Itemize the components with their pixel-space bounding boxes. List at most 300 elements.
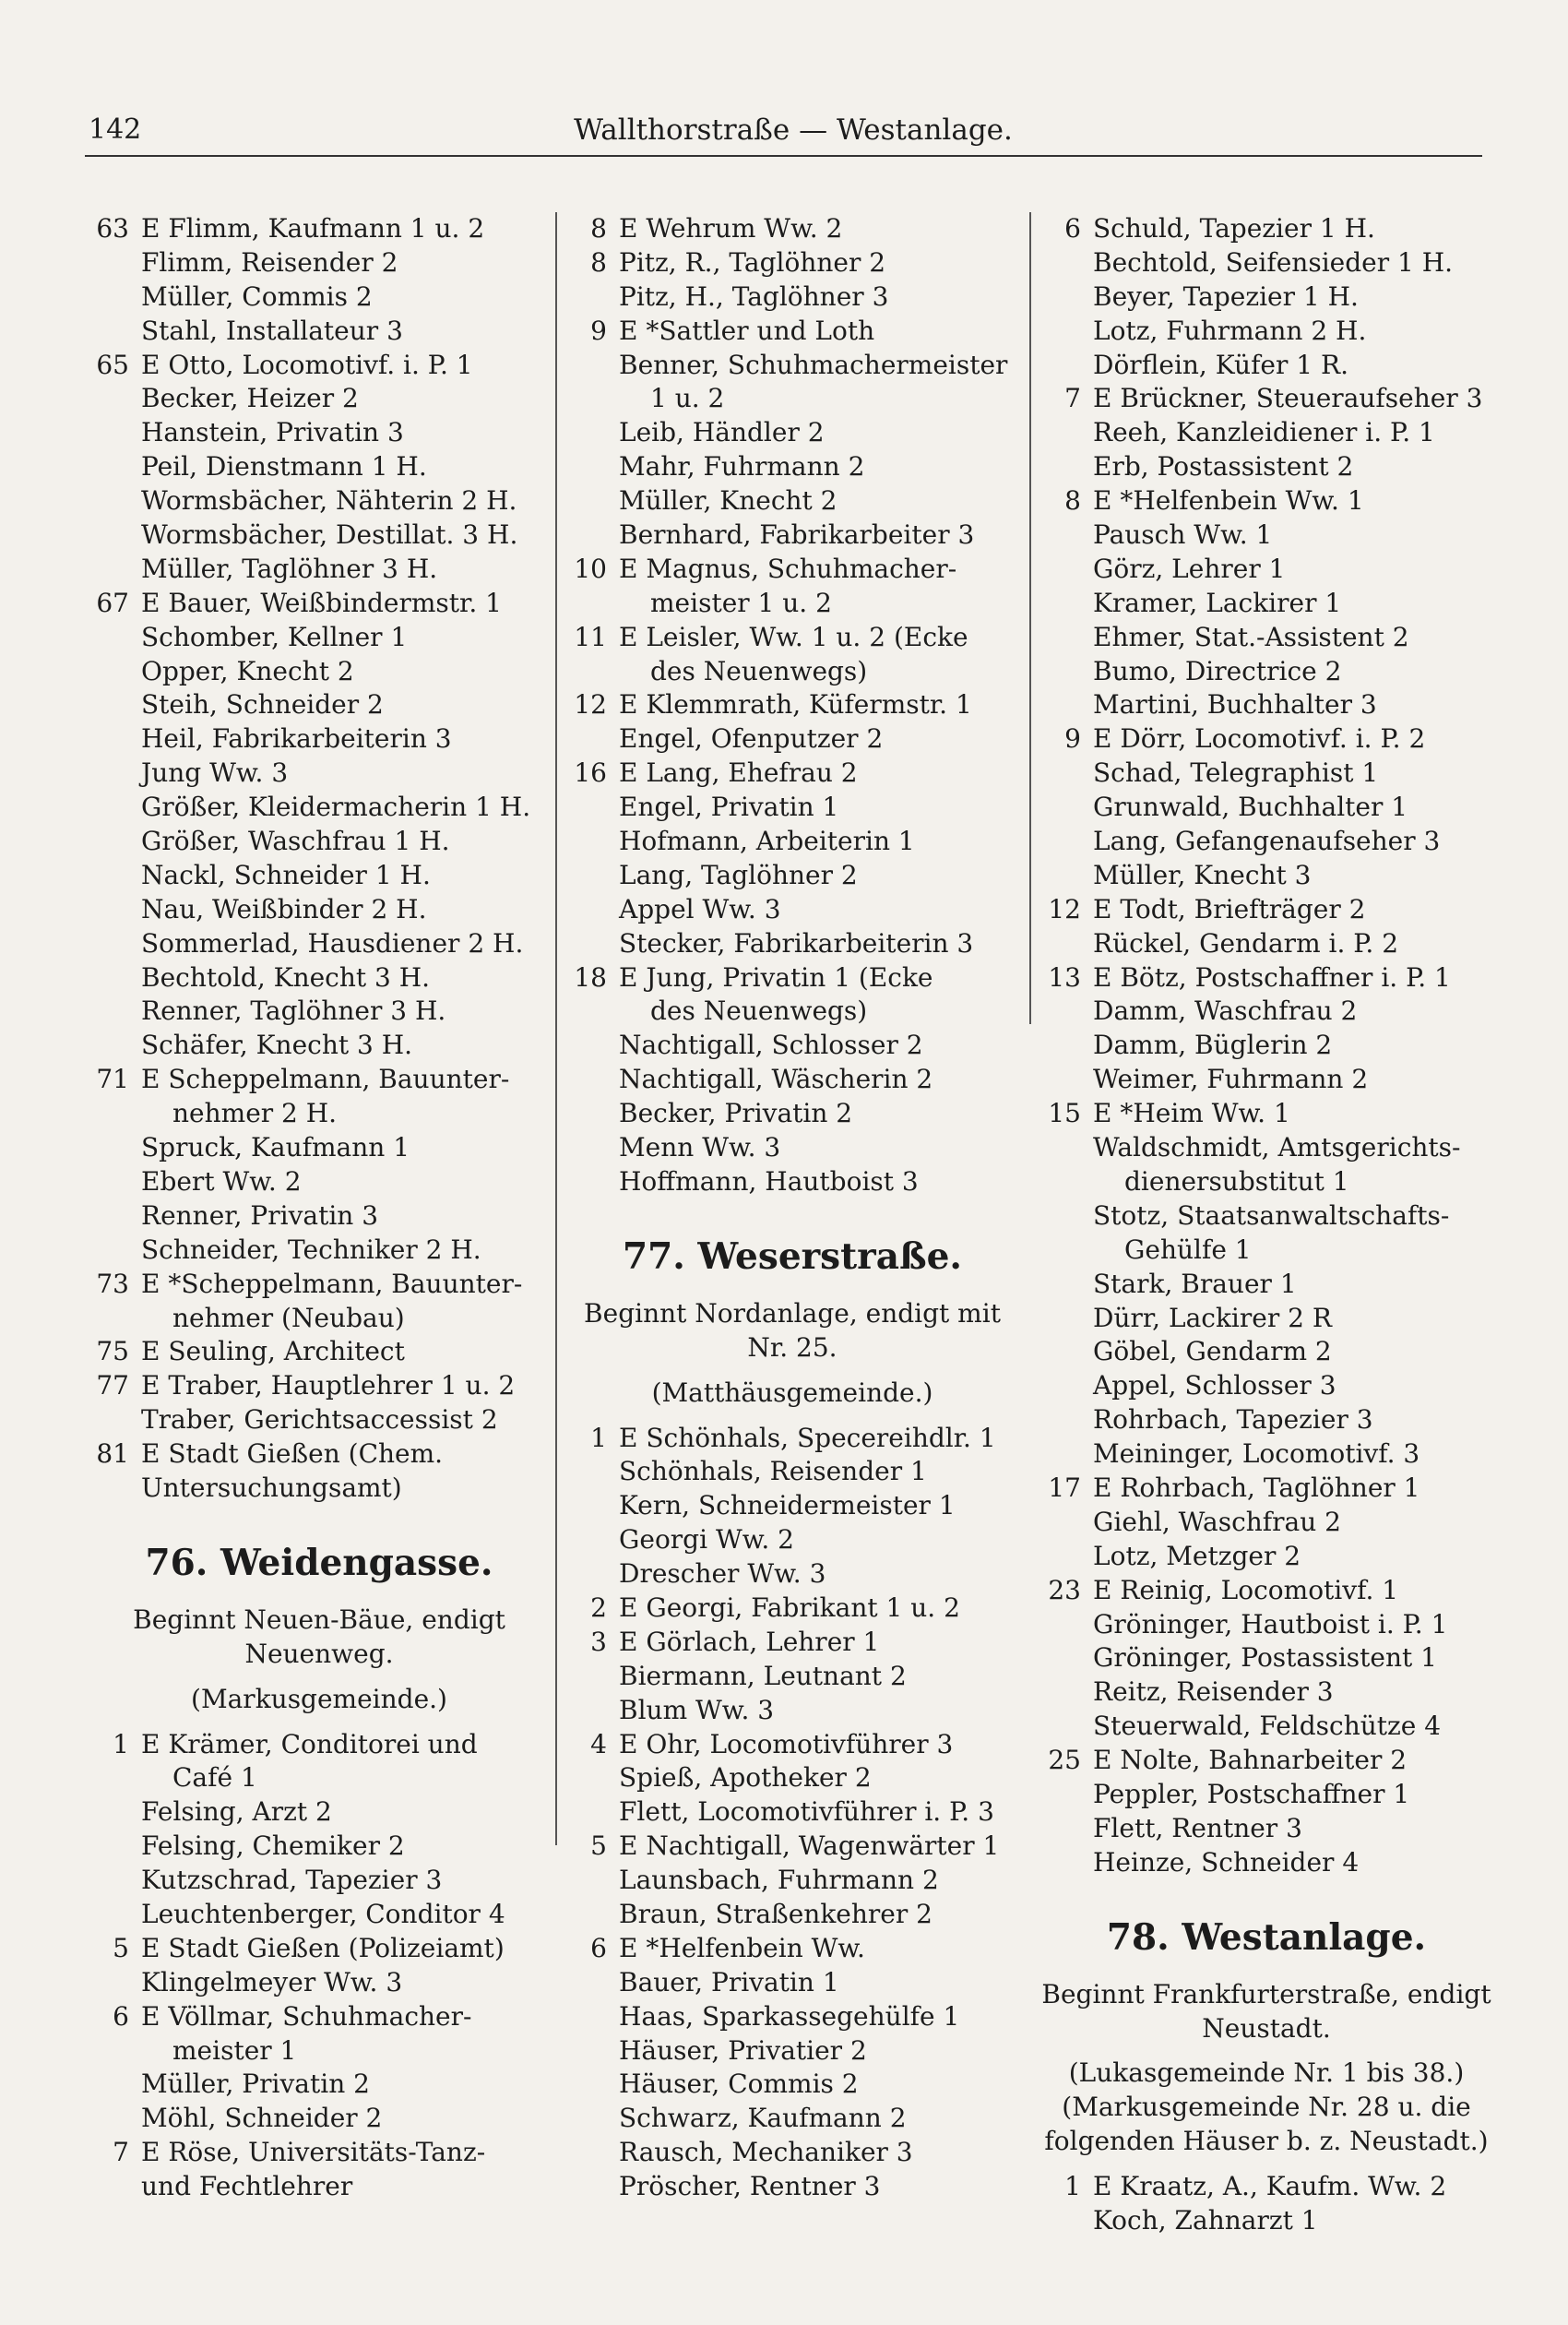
directory-entry [566,1932,1018,1966]
entry-text: E *Heim Ww. 1 [1093,1098,1290,1129]
directory-entry [1040,1199,1492,1234]
header-rule [85,155,1482,157]
entry-text: E Traber, Hauptlehrer 1 u. 2 [141,1370,516,1401]
house-number: 73 [96,1268,129,1299]
house-number: 12 [1048,893,1081,924]
house-number: 12 [574,689,607,721]
entry-text: Größer, Kleidermacherin 1 H. [141,792,531,823]
entry-text: Benner, Schuhmachermeister [619,349,1008,380]
entry-text: Peil, Dienstmann 1 H. [141,451,427,483]
directory-entry [1040,1710,1492,1744]
directory-entry [89,587,550,621]
entry-text: Untersuchungsamt) [141,1472,402,1503]
entry-text: Leib, Händler 2 [619,417,825,448]
directory-entry [1040,416,1492,450]
entry-text: E Todt, Briefträger 2 [1093,893,1366,924]
directory-entry [566,450,1018,484]
directory-entry [1040,349,1492,383]
directory-entry [89,1268,550,1302]
directory-entry [566,1660,1018,1694]
directory-entry [1040,2170,1492,2204]
entry-text: Opper, Knecht 2 [141,655,354,686]
directory-entry [89,315,550,349]
directory-entry [89,1932,550,1966]
entry-text: Bauer, Privatin 1 [619,1966,839,1997]
column-3 [1040,212,1492,2238]
entry-text: meister 1 [172,2034,297,2066]
directory-entry [566,655,1018,689]
directory-entry [89,1728,550,1762]
house-number: 23 [1048,1574,1081,1605]
entry-text: Erb, Postassistent 2 [1093,451,1354,483]
entry-text: Damm, Waschfrau 2 [1093,996,1358,1027]
entry-text: Ehmer, Stat.-Assistent 2 [1093,621,1409,652]
directory-entry [566,1489,1018,1523]
directory-entry [566,587,1018,621]
directory-entry [566,1097,1018,1131]
entry-text: Haas, Sparkassegehülfe 1 [619,2000,960,2032]
directory-entry [89,1063,550,1097]
entry-text: Menn Ww. 3 [619,1132,781,1163]
directory-entry [1040,722,1492,757]
directory-entry [566,2034,1018,2069]
entry-text: Nachtigall, Schlosser 2 [619,1030,923,1061]
house-number: 5 [113,1932,129,1963]
directory-entry [89,1966,550,2000]
house-number: 15 [1048,1098,1081,1129]
entry-text: Koch, Zahnarzt 1 [1093,2205,1318,2236]
entry-text: Gröninger, Postassistent 1 [1093,1642,1437,1674]
entry-text: Lang, Gefangenaufseher 3 [1093,826,1441,857]
entry-text: E Kraatz, A., Kaufm. Ww. 2 [1093,2171,1447,2202]
entry-text: Lotz, Fuhrmann 2 H. [1093,315,1367,346]
entry-text: E *Scheppelmann, Bauunter- [141,1268,523,1299]
directory-entry [566,1063,1018,1097]
entry-text: Becker, Heizer 2 [141,383,359,414]
entry-text: Flett, Rentner 3 [1093,1812,1302,1843]
house-number: 10 [574,553,607,584]
entry-text: Kramer, Lackirer 1 [1093,587,1342,618]
entry-text: Renner, Taglöhner 3 H. [141,996,446,1027]
section-parish: folgenden Häuser b. z. Neustadt.) [1044,2126,1489,2157]
entry-text: E Brückner, Steueraufseher 3 [1093,383,1483,414]
house-number: 6 [590,1932,607,1963]
directory-entry [89,2068,550,2102]
entry-text: Stahl, Installateur 3 [141,315,403,346]
entry-text: Waldschmidt, Amtsgerichts- [1093,1132,1461,1163]
entry-text: Müller, Knecht 2 [619,485,837,517]
directory-entry [89,655,550,689]
directory-entry [89,1335,550,1369]
directory-entry [566,1830,1018,1864]
directory-entry [566,1728,1018,1762]
directory-entry [1040,1063,1492,1097]
directory-entry [89,1165,550,1199]
entry-text: Schneider, Techniker 2 H. [141,1234,481,1265]
column-divider-1 [555,212,557,1845]
entry-text: Flett, Locomotivführer i. P. 3 [619,1796,994,1828]
directory-entry [89,722,550,757]
directory-entry [1040,688,1492,722]
entry-text: Hofmann, Arbeiterin 1 [619,826,915,857]
entry-text: Kutzschrad, Tapezier 3 [141,1865,443,1896]
directory-entry [566,995,1018,1029]
directory-entry [89,382,550,416]
directory-entry [1040,621,1492,655]
column-2 [566,212,1018,2204]
entry-text: E Georgi, Fabrikant 1 u. 2 [619,1592,960,1623]
entry-text: Heil, Fabrikarbeiterin 3 [141,723,452,755]
directory-entry [89,416,550,450]
entry-text: Beyer, Tapezier 1 H. [1093,280,1359,312]
entry-text: Möhl, Schneider 2 [141,2103,383,2134]
entry-text: nehmer (Neubau) [172,1302,405,1333]
house-number: 18 [574,961,607,993]
house-number: 65 [96,349,129,380]
directory-entry [89,2102,550,2136]
directory-entry [1040,1097,1492,1131]
entry-text: Launsbach, Fuhrmann 2 [619,1865,939,1896]
entry-text: Peppler, Postschaffner 1 [1093,1778,1410,1809]
entry-text: Schad, Telegraphist 1 [1093,757,1379,789]
entry-text: Steih, Schneider 2 [141,689,384,721]
directory-entry [1040,1029,1492,1063]
entry-text: Reeh, Kanzleidiener i. P. 1 [1093,417,1435,448]
entry-text: des Neuenwegs) [650,655,868,686]
entry-text: E Stadt Gießen (Polizeiamt) [141,1932,505,1963]
directory-entry [1040,280,1492,315]
entry-text: Meininger, Locomotivf. 3 [1093,1438,1420,1470]
directory-entry [1040,859,1492,893]
directory-entry [89,621,550,655]
entry-text: Göbel, Gendarm 2 [1093,1336,1332,1367]
section-description: Nr. 25. [747,1331,837,1363]
entry-text: Renner, Privatin 3 [141,1199,379,1231]
directory-entry [1040,553,1492,587]
entry-text: Nachtigall, Wäscherin 2 [619,1064,933,1095]
directory-entry [89,1302,550,1336]
entry-text: Kern, Schneidermeister 1 [619,1490,956,1521]
entry-text: E Wehrum Ww. 2 [619,213,843,244]
entry-text: Pitz, H., Taglöhner 3 [619,280,889,312]
directory-entry [566,722,1018,757]
directory-entry [1040,1268,1492,1302]
entry-text: Spruck, Kaufmann 1 [141,1132,410,1163]
entry-text: E Schönhals, Specereihdlr. 1 [619,1422,996,1453]
house-number: 6 [1064,213,1081,244]
section-description: Beginnt Nordanlage, endigt mit [584,1297,1001,1329]
directory-entry [1040,1540,1492,1574]
directory-entry [89,280,550,315]
house-number: 71 [96,1064,129,1095]
directory-entry [1040,1472,1492,1506]
section-parish: (Matthäusgemeinde.) [651,1377,933,1408]
entry-text: Wormsbächer, Destillat. 3 H. [141,519,518,551]
entry-text: Damm, Büglerin 2 [1093,1030,1333,1061]
directory-entry [566,927,1018,961]
entry-text: meister 1 u. 2 [650,587,832,618]
entry-text: Stecker, Fabrikarbeiterin 3 [619,927,974,959]
entry-text: E Scheppelmann, Bauunter- [141,1064,510,1095]
entry-text: E Seuling, Architect [141,1336,405,1367]
directory-entry [89,1795,550,1830]
directory-entry [1040,212,1492,246]
directory-entry [1040,1403,1492,1437]
entry-text: Bechtold, Seifensieder 1 H. [1093,246,1454,278]
running-title: Wallthorstraße — Westanlage. [574,113,1013,147]
directory-entry [566,553,1018,587]
directory-entry [89,995,550,1029]
entry-text: Appel Ww. 3 [619,893,781,924]
directory-entry [566,2102,1018,2136]
section-title: 78. Westanlage. [1106,1915,1427,1959]
directory-entry [89,2000,550,2034]
directory-entry [566,382,1018,416]
directory-entry [1040,1165,1492,1199]
directory-entry [566,825,1018,859]
directory-entry [89,893,550,927]
directory-entry [566,1966,1018,2000]
directory-entry [1040,1369,1492,1403]
section-entries [566,1422,1018,2204]
directory-entry [566,859,1018,893]
house-number: 77 [96,1370,129,1401]
entry-text: Klingelmeyer Ww. 3 [141,1966,403,1997]
entry-text: Müller, Commis 2 [141,280,373,312]
house-number: 75 [96,1336,129,1367]
entry-text: Mahr, Fuhrmann 2 [619,451,865,483]
house-number: 9 [590,315,607,346]
directory-entry [566,1557,1018,1592]
directory-entry [566,349,1018,383]
directory-entry [89,927,550,961]
directory-entry [1040,1302,1492,1336]
directory-entry [1040,893,1492,927]
directory-entry [566,519,1018,553]
entry-text: Nackl, Schneider 1 H. [141,859,431,890]
entry-text: Lotz, Metzger 2 [1093,1540,1301,1571]
entry-text: Giehl, Waschfrau 2 [1093,1506,1341,1537]
directory-entry [1040,519,1492,553]
entry-text: E Bötz, Postschaffner i. P. 1 [1093,961,1451,993]
directory-entry [1040,315,1492,349]
directory-entry [89,2170,550,2204]
house-number: 8 [1064,485,1081,517]
directory-entry [89,757,550,791]
directory-entry [89,349,550,383]
entry-text: Sommerlad, Hausdiener 2 H. [141,927,524,959]
entry-text: E Röse, Universitäts-Tanz- [141,2137,486,2168]
directory-entry [89,688,550,722]
house-number: 9 [1064,723,1081,755]
entry-text: E Ohr, Locomotivführer 3 [619,1728,954,1759]
directory-entry [1040,1574,1492,1608]
section-parish: (Markusgemeinde Nr. 28 u. die [1062,2092,1471,2123]
directory-entry [89,1898,550,1932]
section-description: Neustadt. [1202,2012,1331,2044]
house-number: 1 [113,1728,129,1759]
directory-entry [89,1472,550,1506]
directory-entry [1040,927,1492,961]
entry-text: Hanstein, Privatin 3 [141,417,404,448]
directory-entry [89,450,550,484]
directory-entry [566,2068,1018,2102]
directory-entry [89,519,550,553]
directory-entry [1040,1506,1492,1540]
entry-text: E Leisler, Ww. 1 u. 2 (Ecke [619,621,968,652]
entry-text: E *Helfenbein Ww. 1 [1093,485,1364,517]
entry-text: Biermann, Leutnant 2 [619,1660,907,1691]
entry-text: Größer, Waschfrau 1 H. [141,826,450,857]
section-description: Beginnt Neuen-Bäue, endigt [133,1604,505,1635]
directory-entry [89,1234,550,1268]
entry-text: Lang, Taglöhner 2 [619,859,858,890]
directory-entry [1040,1131,1492,1165]
house-number: 7 [113,2137,129,2168]
directory-entry [566,1626,1018,1660]
directory-entry [566,315,1018,349]
directory-entry [566,893,1018,927]
house-number: 25 [1048,1745,1081,1776]
continued-entries [566,212,1018,1199]
directory-entry [1040,825,1492,859]
section-parish: (Lukasgemeinde Nr. 1 bis 38.) [1068,2057,1465,2089]
entry-text: Schäfer, Knecht 3 H. [141,1030,413,1061]
section-weidengasse [89,1543,550,1717]
directory-entry [1040,1234,1492,1268]
entry-text: E Krämer, Conditorei und [141,1728,478,1759]
directory-entry [566,1422,1018,1456]
directory-entry [89,212,550,246]
entry-text: Martini, Buchhalter 3 [1093,689,1377,721]
directory-entry [566,621,1018,655]
entry-text: Nau, Weißbinder 2 H. [141,893,427,924]
directory-entry [1040,1846,1492,1880]
section-description: Beginnt Frankfurterstraße, endigt [1041,1978,1491,2009]
directory-entry [89,1131,550,1165]
directory-entry [566,1864,1018,1898]
house-number: 7 [1064,383,1081,414]
entry-text: des Neuenwegs) [650,996,868,1027]
entry-text: Bechtold, Knecht 3 H. [141,961,431,993]
entry-text: Rohrbach, Tapezier 3 [1093,1404,1373,1436]
entry-text: Reitz, Reisender 3 [1093,1676,1334,1708]
house-number: 17 [1048,1472,1081,1503]
house-number: 1 [590,1422,607,1453]
entry-text: Ebert Ww. 2 [141,1165,302,1197]
entry-text: E Görlach, Lehrer 1 [619,1626,880,1657]
directory-entry [89,2136,550,2170]
directory-entry [566,416,1018,450]
directory-entry [1040,1675,1492,1710]
entry-text: Rausch, Mechaniker 3 [619,2137,913,2168]
entry-text: E *Helfenbein Ww. [619,1932,865,1963]
directory-entry [89,246,550,280]
directory-entry [566,2000,1018,2034]
directory-entry [566,246,1018,280]
house-number: 4 [590,1728,607,1759]
section-entries [89,1728,550,2204]
entry-text: Pröscher, Rentner 3 [619,2171,881,2202]
entry-text: Gröninger, Hautboist i. P. 1 [1093,1608,1448,1639]
directory-entry [1040,1335,1492,1369]
directory-entry [566,2136,1018,2170]
entry-text: dienersubstitut 1 [1124,1165,1349,1197]
entry-text: Jung Ww. 3 [141,757,289,789]
directory-entry [89,484,550,519]
entry-text: E Völlmar, Schuhmacher- [141,2000,472,2032]
entry-text: Café 1 [172,1762,257,1794]
entry-text: E Klemmrath, Küfermstr. 1 [619,689,972,721]
directory-entry [1040,450,1492,484]
page-header [0,109,1568,155]
entry-text: Pausch Ww. 1 [1093,519,1273,551]
entry-text: Braun, Straßenkehrer 2 [619,1899,932,1930]
entry-text: Rückel, Gendarm i. P. 2 [1093,927,1399,959]
directory-entry [89,825,550,859]
entry-text: Görz, Lehrer 1 [1093,553,1286,584]
entry-text: Müller, Taglöhner 3 H. [141,553,438,584]
directory-entry [89,1029,550,1063]
directory-entry [89,1864,550,1898]
entry-text: Gehülfe 1 [1124,1234,1252,1265]
directory-entry [566,1694,1018,1728]
directory-entry [89,961,550,996]
directory-entry [89,553,550,587]
house-number: 16 [574,757,607,789]
section-weserstrasse [566,1236,1018,1411]
directory-entry [1040,757,1492,791]
entry-text: und Fechtlehrer [141,2171,353,2202]
entry-text: Becker, Privatin 2 [619,1098,853,1129]
directory-entry [566,280,1018,315]
entry-text: Felsing, Chemiker 2 [141,1830,405,1862]
entry-text: Wormsbächer, Nähterin 2 H. [141,485,517,517]
entry-text: Müller, Knecht 3 [1093,859,1312,890]
house-number: 8 [590,246,607,278]
entry-text: E Flimm, Kaufmann 1 u. 2 [141,213,485,244]
entry-text: E Stadt Gießen (Chem. [141,1438,444,1470]
house-number: 2 [590,1592,607,1623]
section-entries [1040,2170,1492,2238]
directory-entry [1040,655,1492,689]
directory-entry [566,1165,1018,1199]
directory-entry [566,757,1018,791]
house-number: 3 [590,1626,607,1657]
entry-text: E Jung, Privatin 1 (Ecke [619,961,933,993]
entry-text: Hoffmann, Hautboist 3 [619,1165,919,1197]
directory-entry [89,859,550,893]
entry-text: Pitz, R., Taglöhner 2 [619,246,886,278]
entry-text: Häuser, Privatier 2 [619,2034,867,2066]
entry-text: Dörflein, Küfer 1 R. [1093,349,1348,380]
directory-entry [1040,382,1492,416]
entry-text: E Rohrbach, Taglöhner 1 [1093,1472,1420,1503]
directory-entry [1040,1744,1492,1778]
section-parish: (Markusgemeinde.) [191,1683,447,1714]
directory-entry [1040,484,1492,519]
directory-entry [89,1830,550,1864]
entry-text: E Magnus, Schuhmacher- [619,553,957,584]
entry-text: Appel, Schlosser 3 [1093,1370,1336,1401]
entry-text: E Nachtigall, Wagenwärter 1 [619,1830,1000,1862]
directory-entry [566,1592,1018,1626]
entry-text: Leuchtenberger, Conditor 4 [141,1899,505,1930]
entry-text: Blum Ww. 3 [619,1694,775,1725]
directory-entry [566,791,1018,825]
directory-entry [566,1131,1018,1165]
page-number: 142 [89,113,142,146]
